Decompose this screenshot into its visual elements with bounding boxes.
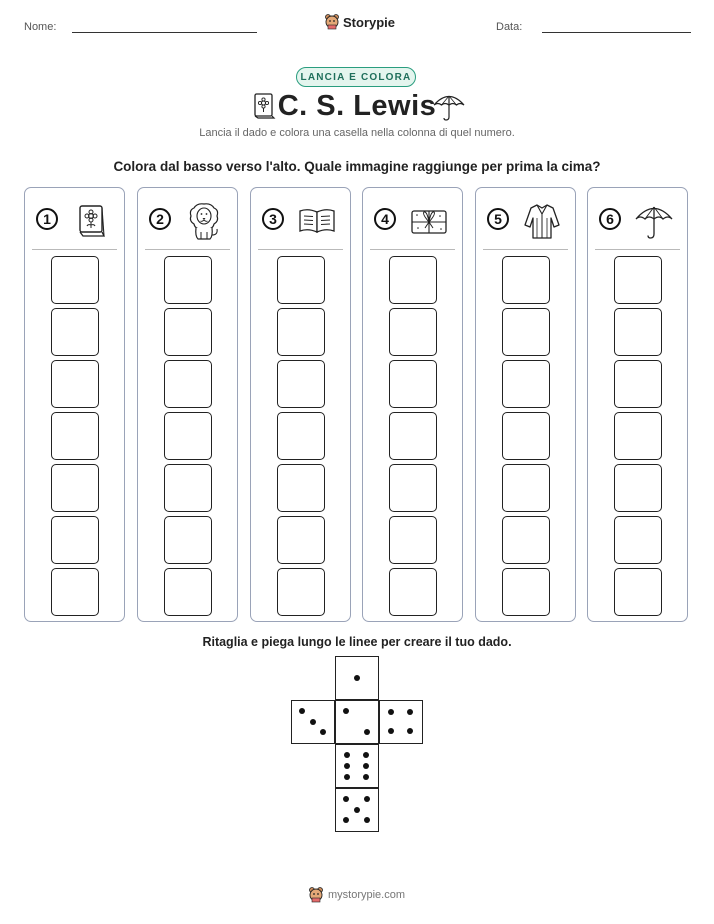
color-cell[interactable]: [389, 568, 437, 616]
color-cell[interactable]: [389, 308, 437, 356]
column-number: 6: [599, 208, 621, 230]
lion-icon: [184, 201, 224, 241]
die-pip: [407, 709, 413, 715]
die-pip: [388, 709, 394, 715]
color-cell[interactable]: [502, 568, 550, 616]
die-pip: [343, 817, 349, 823]
color-cell[interactable]: [51, 308, 99, 356]
color-cell[interactable]: [614, 360, 662, 408]
die-pip: [343, 796, 349, 802]
column-header: [251, 188, 350, 250]
brand-name: Storypie: [343, 14, 396, 30]
open-book-icon: [297, 201, 337, 241]
die-face-2: [335, 700, 379, 744]
color-cell[interactable]: [389, 412, 437, 460]
color-cell[interactable]: [389, 464, 437, 512]
color-cell[interactable]: [614, 412, 662, 460]
column-header: [138, 188, 237, 250]
color-cell[interactable]: [502, 308, 550, 356]
umbrella-icon: [432, 92, 466, 122]
color-cell[interactable]: [277, 464, 325, 512]
color-cell[interactable]: [502, 412, 550, 460]
color-cell[interactable]: [51, 360, 99, 408]
column-divider: [258, 249, 343, 250]
coat-icon: [522, 201, 562, 241]
color-cell[interactable]: [277, 360, 325, 408]
color-cell[interactable]: [51, 464, 99, 512]
column-header: [25, 188, 124, 250]
die-pip: [363, 763, 369, 769]
column-header: [588, 188, 687, 250]
column-divider: [32, 249, 117, 250]
column-number: 2: [149, 208, 171, 230]
color-cell[interactable]: [389, 360, 437, 408]
column-4: [362, 187, 463, 622]
color-cell[interactable]: [51, 516, 99, 564]
die-face-3: [291, 700, 335, 744]
gift-box-icon: [409, 201, 449, 241]
color-cell[interactable]: [164, 516, 212, 564]
column-number: 4: [374, 208, 396, 230]
date-line: [542, 32, 691, 33]
color-cell[interactable]: [614, 464, 662, 512]
color-cell[interactable]: [277, 412, 325, 460]
color-cell[interactable]: [51, 568, 99, 616]
color-cell[interactable]: [277, 516, 325, 564]
date-label: Data:: [496, 21, 523, 33]
color-cell[interactable]: [164, 308, 212, 356]
color-cell[interactable]: [164, 360, 212, 408]
die-face-5: [335, 788, 379, 832]
die-pip: [343, 708, 349, 714]
die-pip: [344, 763, 350, 769]
die-pip: [320, 729, 326, 735]
die-pip: [388, 728, 394, 734]
activity-badge: LANCIA E COLORA: [296, 67, 416, 87]
die-pip: [363, 774, 369, 780]
column-divider: [145, 249, 230, 250]
color-cell[interactable]: [51, 412, 99, 460]
die-pip: [407, 728, 413, 734]
name-label: Nome:: [24, 21, 57, 33]
die-pip: [363, 752, 369, 758]
column-1: [24, 187, 125, 622]
column-number: 5: [487, 208, 509, 230]
column-number: 1: [36, 208, 58, 230]
footer: [0, 887, 714, 903]
die-face-6: [335, 744, 379, 788]
color-cell[interactable]: [389, 516, 437, 564]
brand-logo: [325, 14, 395, 30]
die-pip: [344, 752, 350, 758]
column-6: [587, 187, 688, 622]
book-with-flower-icon: [71, 201, 111, 241]
color-cell[interactable]: [277, 308, 325, 356]
die-pip: [344, 774, 350, 780]
bear-icon: [325, 14, 339, 30]
color-cell[interactable]: [502, 256, 550, 304]
column-divider: [370, 249, 455, 250]
column-divider: [595, 249, 680, 250]
color-cell[interactable]: [614, 308, 662, 356]
umbrella-icon: [634, 201, 674, 241]
column-number: 3: [262, 208, 284, 230]
column-header: [476, 188, 575, 250]
footer-url[interactable]: mystorypie.com: [327, 889, 406, 901]
die-pip: [364, 729, 370, 735]
color-cell[interactable]: [614, 516, 662, 564]
color-cell[interactable]: [502, 360, 550, 408]
bear-icon: [309, 887, 323, 903]
subtitle: Lancia il dado e colora una casella nella colonna di quel numero.: [199, 127, 515, 139]
color-cell[interactable]: [277, 256, 325, 304]
die-pip: [354, 675, 360, 681]
color-cell[interactable]: [164, 256, 212, 304]
color-cell[interactable]: [502, 464, 550, 512]
column-header: [363, 188, 462, 250]
cut-instructions: Ritaglia e piega lungo le linee per creare il tuo dado.: [202, 635, 512, 649]
color-cell[interactable]: [164, 412, 212, 460]
die-pip: [364, 817, 370, 823]
die-face-4: [379, 700, 423, 744]
column-2: [137, 187, 238, 622]
column-3: [250, 187, 351, 622]
die-face-1: [335, 656, 379, 700]
color-cell[interactable]: [502, 516, 550, 564]
page-title: C. S. Lewis: [277, 90, 437, 122]
die-pip: [310, 719, 316, 725]
color-cell[interactable]: [277, 568, 325, 616]
name-line: [72, 32, 257, 33]
color-cell[interactable]: [614, 568, 662, 616]
die-pip: [364, 796, 370, 802]
color-cell[interactable]: [614, 256, 662, 304]
die-pip: [299, 708, 305, 714]
color-cell[interactable]: [389, 256, 437, 304]
column-divider: [483, 249, 568, 250]
color-cell[interactable]: [51, 256, 99, 304]
color-cell[interactable]: [164, 464, 212, 512]
column-5: [475, 187, 576, 622]
instructions-question: Colora dal basso verso l'alto. Quale immagine raggiunge per prima la cima?: [113, 159, 601, 174]
color-cell[interactable]: [164, 568, 212, 616]
die-pip: [354, 807, 360, 813]
